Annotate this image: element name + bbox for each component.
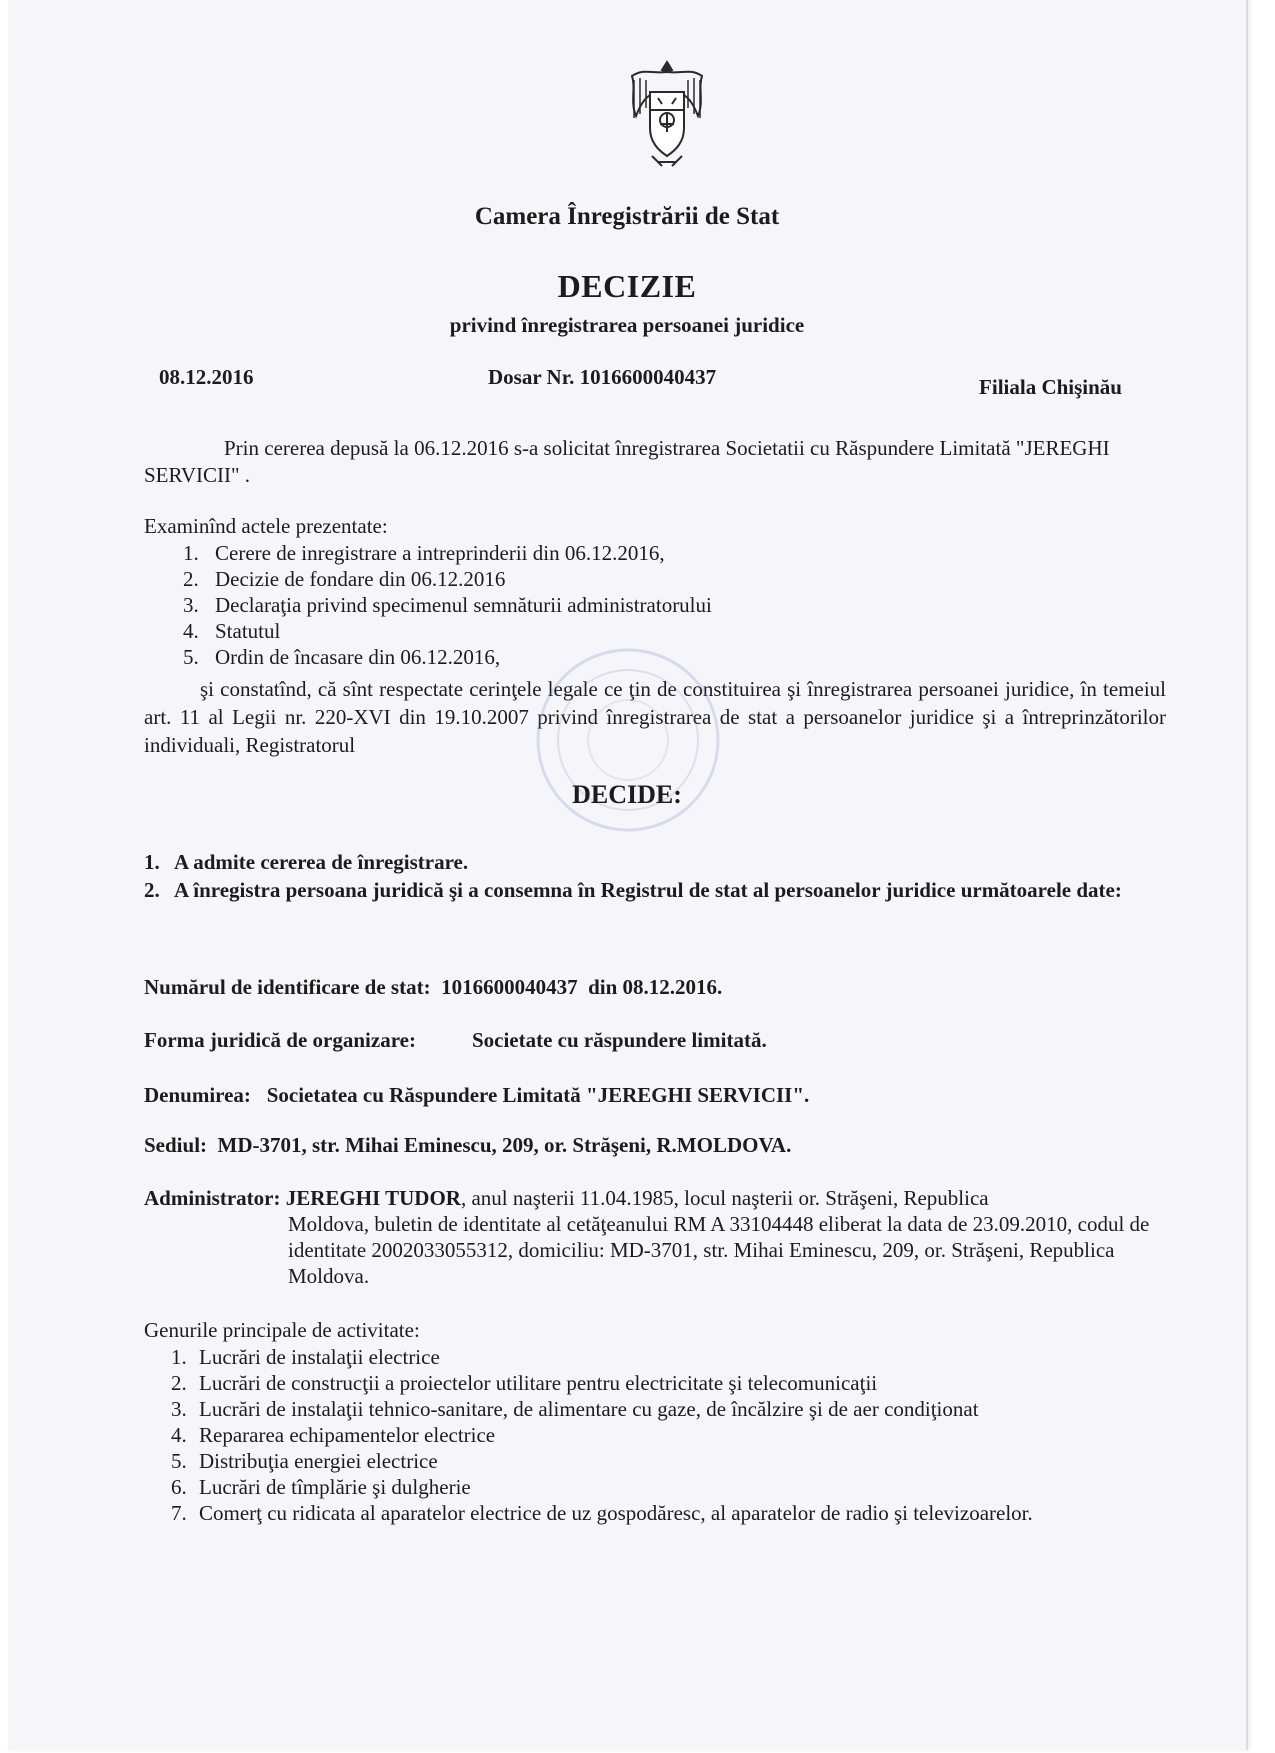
conclusion-paragraph: şi constatînd, că sînt respectate cerinţele legale ce ţin de constituirea şi înregistrarea persoanei juridice, în temeiul art. 11 al Legii nr. 220-XVI din 19.10.2007 privind înregistrarea de stat a persoanelor juridice şi a întreprinzătorilor individuali, Registratorul xyxy=(144,677,1166,757)
activities-heading: Genurile principale de activitate: xyxy=(144,1318,420,1342)
list-item: 5. Ordin de încasare din 06.12.2016, xyxy=(183,645,501,669)
list-item: 3. Declaraţia privind specimenul semnăturii administratorului xyxy=(183,593,712,617)
legal-form-field: Forma juridică de organizare: Societate cu răspundere limitată. xyxy=(144,1028,767,1052)
filiala-name: Filiala Chişinău xyxy=(979,375,1122,399)
list-item: 6. Lucrări de tîmplărie şi dulgherie xyxy=(171,1475,471,1499)
idno-field: Numărul de identificare de stat: 1016600040437 din 08.12.2016. xyxy=(144,975,723,999)
list-item: 4. Statutul xyxy=(183,619,281,643)
list-item: 1. Cerere de inregistrare a intreprinderii din 06.12.2016, xyxy=(183,541,665,565)
company-name-field: Denumirea: Societatea cu Răspundere Limitată "JEREGHI SERVICII". xyxy=(144,1083,810,1107)
organization-name: Camera Înregistrării de Stat xyxy=(474,203,780,230)
list-item: 4. Repararea echipamentelor electrice xyxy=(171,1423,496,1447)
list-item: 1. Lucrări de instalaţii electrice xyxy=(171,1345,440,1369)
document-subtitle: privind înregistrarea persoanei juridice xyxy=(449,313,805,337)
list-item: 2. Decizie de fondare din 06.12.2016 xyxy=(183,567,506,591)
list-item: 2. A înregistra persoana juridică şi a consemna în Registrul de stat al persoanelor juridice următoarele date: xyxy=(144,878,1122,902)
headquarters-field: Sediul: MD-3701, str. Mihai Eminescu, 209, or. Străşeni, R.MOLDOVA. xyxy=(144,1133,792,1157)
decision-date: 08.12.2016 xyxy=(159,365,254,389)
list-item: 3. Lucrări de instalaţii tehnico-sanitare, de alimentare cu gaze, de încălzire şi de aer condiţionat xyxy=(171,1397,979,1421)
list-item: 2. Lucrări de construcţii a proiectelor utilitare pentru electricitate şi telecomunicaţii xyxy=(171,1371,878,1395)
decide-heading: DECIDE: xyxy=(572,780,682,809)
decision-list xyxy=(144,848,1166,904)
document-page xyxy=(8,0,1248,1750)
dosar-number: Dosar Nr. 1016600040437 xyxy=(488,365,717,389)
list-item: 7. Comerţ cu ridicata al aparatelor electrice de uz gospodăresc, al aparatelor de radio şi televizoarelor. xyxy=(171,1501,1033,1525)
official-stamp xyxy=(528,640,728,840)
administrator-field: Administrator: JEREGHI TUDOR, anul naşterii 11.04.1985, locul naşterii or. Străşeni, Republica Moldova, buletin de identitate al cetăţeanului RM A 33104448 eliberat la data de 23.09.2010, codul de identitate 2002033055312, domiciliu: MD-3701, str. Mihai Eminescu, 209, or. Străşeni, Republica Moldova. xyxy=(144,1186,1150,1288)
document-title: DECIZIE xyxy=(557,268,697,304)
activities-list xyxy=(171,1344,1181,1526)
documents-heading: Examinînd actele prezentate: xyxy=(144,514,388,538)
list-item: 5. Distribuţia energiei electrice xyxy=(171,1449,438,1473)
coat-of-arms-icon xyxy=(622,58,712,170)
list-item: 1. A admite cererea de înregistrare. xyxy=(144,850,469,874)
intro-paragraph: Prin cererea depusă la 06.12.2016 s-a solicitat înregistrarea Societatii cu Răspundere Limitată "JEREGHI SERVICII" . xyxy=(144,436,1110,487)
